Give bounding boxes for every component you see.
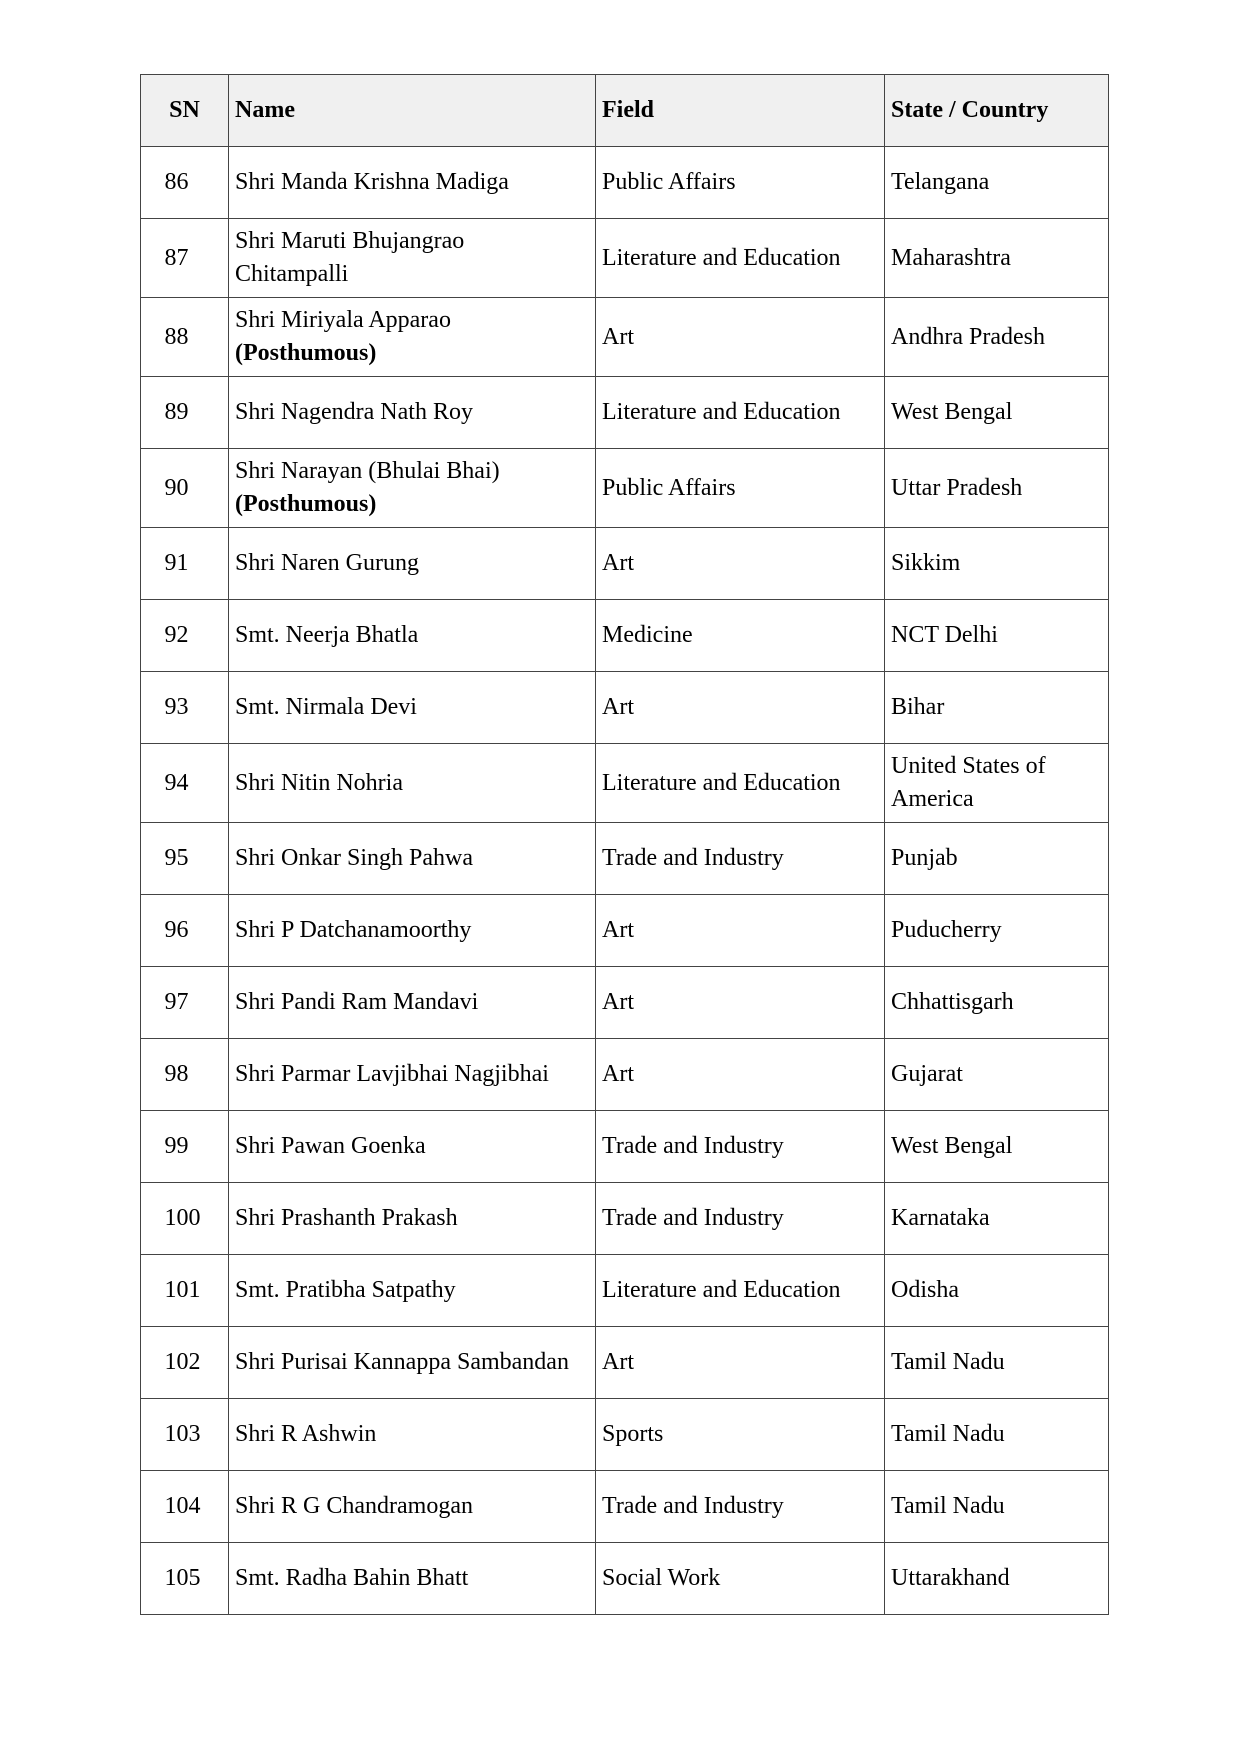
cell-name	[229, 298, 596, 377]
cell-field: Literature and Education	[596, 744, 885, 823]
cell-sn: 102	[141, 1327, 229, 1399]
cell-state: West Bengal	[885, 377, 1109, 449]
name-line-1: Shri Miriyala Apparao	[235, 307, 451, 333]
cell-sn: 87	[141, 219, 229, 298]
cell-state: Andhra Pradesh	[885, 298, 1109, 377]
cell-sn: 90	[141, 449, 229, 528]
cell-field: Art	[596, 528, 885, 600]
table-row	[141, 1543, 1109, 1615]
cell-state: Telangana	[885, 147, 1109, 219]
cell-state: Uttar Pradesh	[885, 449, 1109, 528]
cell-sn: 98	[141, 1039, 229, 1111]
table-row	[141, 823, 1109, 895]
table-header	[141, 75, 1109, 147]
cell-name: Shri P Datchanamoorthy	[229, 895, 596, 967]
cell-state: Odisha	[885, 1255, 1109, 1327]
posthumous-label: (Posthumous)	[235, 491, 377, 517]
cell-field: Trade and Industry	[596, 1183, 885, 1255]
table-row	[141, 672, 1109, 744]
cell-name: Shri Prashanth Prakash	[229, 1183, 596, 1255]
cell-field: Trade and Industry	[596, 1471, 885, 1543]
cell-field: Art	[596, 672, 885, 744]
table-row	[141, 528, 1109, 600]
cell-sn: 105	[141, 1543, 229, 1615]
posthumous-label: (Posthumous)	[235, 340, 377, 366]
cell-sn: 104	[141, 1471, 229, 1543]
cell-name	[229, 449, 596, 528]
cell-state: Punjab	[885, 823, 1109, 895]
header-field: Field	[596, 75, 885, 147]
cell-name: Shri Naren Gurung	[229, 528, 596, 600]
table-row	[141, 1255, 1109, 1327]
cell-name: Shri R G Chandramogan	[229, 1471, 596, 1543]
cell-field: Trade and Industry	[596, 823, 885, 895]
table-row	[141, 600, 1109, 672]
cell-sn: 88	[141, 298, 229, 377]
cell-state: Tamil Nadu	[885, 1327, 1109, 1399]
cell-name: Shri Nagendra Nath Roy	[229, 377, 596, 449]
table-row	[141, 449, 1109, 528]
cell-name: Smt. Neerja Bhatla	[229, 600, 596, 672]
cell-state: Chhattisgarh	[885, 967, 1109, 1039]
cell-sn: 97	[141, 967, 229, 1039]
cell-sn: 94	[141, 744, 229, 823]
awardees-table	[140, 74, 1109, 1615]
cell-name: Shri Pandi Ram Mandavi	[229, 967, 596, 1039]
cell-state: Maharashtra	[885, 219, 1109, 298]
cell-sn: 89	[141, 377, 229, 449]
table-row	[141, 1327, 1109, 1399]
table-row	[141, 1471, 1109, 1543]
table-row	[141, 967, 1109, 1039]
cell-state	[885, 744, 1109, 823]
cell-field: Medicine	[596, 600, 885, 672]
cell-state: Gujarat	[885, 1039, 1109, 1111]
cell-sn: 92	[141, 600, 229, 672]
cell-field: Literature and Education	[596, 1255, 885, 1327]
cell-field: Literature and Education	[596, 377, 885, 449]
cell-state: Uttarakhand	[885, 1543, 1109, 1615]
table-row	[141, 147, 1109, 219]
table-row	[141, 1039, 1109, 1111]
state-line-2: America	[891, 786, 974, 812]
cell-sn: 100	[141, 1183, 229, 1255]
state-line-1: United States of	[891, 753, 1046, 779]
cell-state: Sikkim	[885, 528, 1109, 600]
name-line-1: Shri Maruti Bhujangrao	[235, 228, 465, 254]
cell-state: West Bengal	[885, 1111, 1109, 1183]
table-row	[141, 219, 1109, 298]
cell-field: Art	[596, 1327, 885, 1399]
header-row	[141, 75, 1109, 147]
cell-field: Art	[596, 1039, 885, 1111]
table-row	[141, 1399, 1109, 1471]
cell-sn: 96	[141, 895, 229, 967]
cell-sn: 86	[141, 147, 229, 219]
cell-name: Shri Nitin Nohria	[229, 744, 596, 823]
cell-field: Art	[596, 967, 885, 1039]
cell-name: Shri Manda Krishna Madiga	[229, 147, 596, 219]
cell-sn: 103	[141, 1399, 229, 1471]
cell-field: Sports	[596, 1399, 885, 1471]
name-line-2: Chitampalli	[235, 261, 349, 287]
cell-field: Public Affairs	[596, 147, 885, 219]
cell-sn: 101	[141, 1255, 229, 1327]
table-body	[141, 147, 1109, 1615]
cell-state: NCT Delhi	[885, 600, 1109, 672]
header-state-country: State / Country	[885, 75, 1109, 147]
cell-state: Bihar	[885, 672, 1109, 744]
table-row	[141, 895, 1109, 967]
cell-state: Tamil Nadu	[885, 1399, 1109, 1471]
cell-field: Art	[596, 298, 885, 377]
cell-field: Literature and Education	[596, 219, 885, 298]
cell-state: Karnataka	[885, 1183, 1109, 1255]
cell-name: Smt. Nirmala Devi	[229, 672, 596, 744]
cell-sn: 93	[141, 672, 229, 744]
table-row	[141, 1111, 1109, 1183]
cell-name: Shri Pawan Goenka	[229, 1111, 596, 1183]
cell-name: Shri Purisai Kannappa Sambandan	[229, 1327, 596, 1399]
cell-field: Art	[596, 895, 885, 967]
cell-field: Social Work	[596, 1543, 885, 1615]
table-row	[141, 744, 1109, 823]
cell-name: Shri Onkar Singh Pahwa	[229, 823, 596, 895]
cell-field: Trade and Industry	[596, 1111, 885, 1183]
cell-sn: 99	[141, 1111, 229, 1183]
cell-name	[229, 219, 596, 298]
cell-sn: 91	[141, 528, 229, 600]
cell-sn: 95	[141, 823, 229, 895]
cell-state: Puducherry	[885, 895, 1109, 967]
header-name: Name	[229, 75, 596, 147]
header-sn: SN	[141, 75, 229, 147]
cell-state: Tamil Nadu	[885, 1471, 1109, 1543]
cell-name: Smt. Radha Bahin Bhatt	[229, 1543, 596, 1615]
cell-name: Shri R Ashwin	[229, 1399, 596, 1471]
cell-field: Public Affairs	[596, 449, 885, 528]
name-line-1: Shri Narayan (Bhulai Bhai)	[235, 458, 500, 484]
table-row	[141, 298, 1109, 377]
table-row	[141, 1183, 1109, 1255]
cell-name: Smt. Pratibha Satpathy	[229, 1255, 596, 1327]
table-row	[141, 377, 1109, 449]
cell-name: Shri Parmar Lavjibhai Nagjibhai	[229, 1039, 596, 1111]
